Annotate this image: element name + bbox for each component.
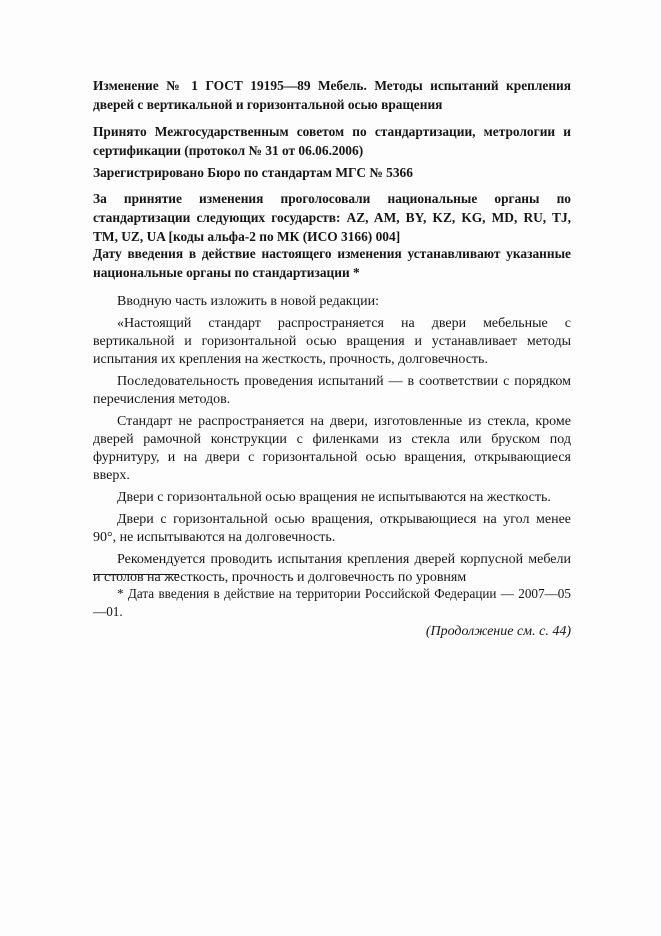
adoption-statement: Принято Межгосударственным советом по стандартизации, метрологии и сертификации (протокол № 31 от 06.06.2006) bbox=[93, 124, 571, 158]
effective-date-statement: Дату введения в действие настоящего изменения устанавливают указанные национальные органы по стандартизации * bbox=[93, 246, 571, 280]
footnote: * Дата введения в действие на территории Российской Федерации — 2007—05—01. bbox=[93, 586, 571, 619]
continued-note: (Продолжение см. с. 44) bbox=[425, 624, 571, 639]
registration-statement: Зарегистрировано Бюро по стандартам МГС № 5366 bbox=[93, 165, 413, 180]
body-paragraph: Вводную часть изложить в новой редакции: bbox=[117, 294, 379, 309]
body-paragraph: Последовательность проведения испытаний — в соответствии с порядком перечисления методов. bbox=[93, 374, 571, 407]
amendment-body bbox=[93, 293, 571, 591]
footnote-divider bbox=[93, 574, 179, 575]
body-paragraph: Двери с горизонтальной осью вращения, открывающиеся на угол менее 90°, не испытываются на долговечность. bbox=[93, 512, 571, 545]
amendment-title: Изменение № 1 ГОСТ 19195—89 Мебель. Методы испытаний крепления дверей с вертикальной и горизонтальной осью вращения bbox=[93, 78, 571, 112]
body-paragraph: «Настоящий стандарт распространяется на двери мебельные с вертикальной и горизонтальной осью вращения и устанавливает методы испытания их крепления на жесткость, прочность, долговечность. bbox=[93, 316, 571, 367]
body-paragraph: Рекомендуется проводить испытания крепления дверей корпусной мебели и столов на жесткость, прочность и долговечность по уровням bbox=[93, 552, 571, 585]
body-paragraph: Стандарт не распространяется на двери, изготовленные из стекла, кроме дверей рамочной конструкции с филенками из стекла или бруском под фурнитуру, и на двери с горизонтальной осью вращения, открывающиеся вверх. bbox=[93, 414, 571, 483]
body-paragraph: Двери с горизонтальной осью вращения не испытываются на жесткость. bbox=[117, 490, 551, 505]
voting-statement: За принятие изменения проголосовали национальные органы по стандартизации следующих государств: AZ, AM, BY, KZ, KG, MD, RU, TJ, TM, UZ, UA [коды альфа-2 по МК (ИСО 3166) 004] bbox=[93, 191, 571, 244]
